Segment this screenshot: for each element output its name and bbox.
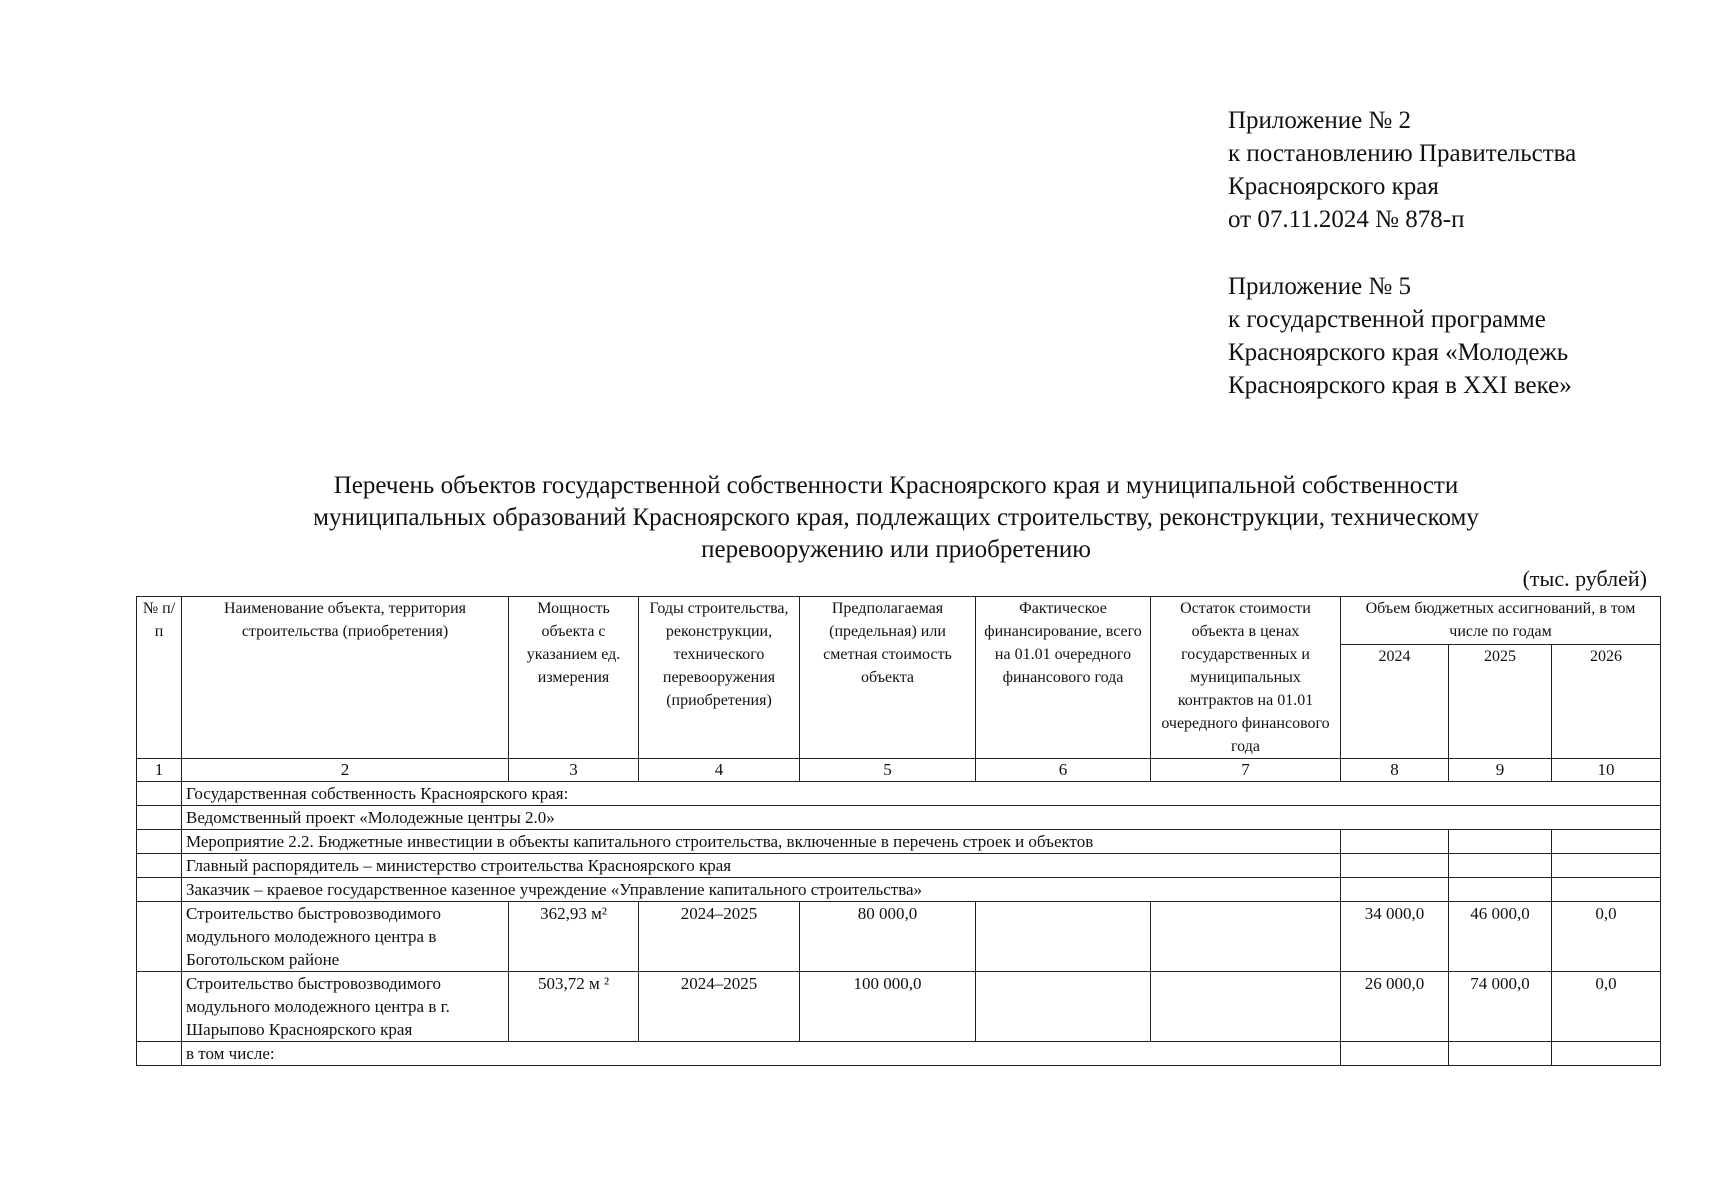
section-state-property: Государственная собственность Красноярского края: xyxy=(182,782,1661,806)
object-remainder xyxy=(1151,902,1341,972)
section-customer: Заказчик – краевое государственное казенное учреждение «Управление капитального строительства» xyxy=(182,878,1341,902)
unit-label: (тыс. рублей) xyxy=(1522,566,1647,591)
including-label: в том числе: xyxy=(182,1042,1341,1066)
object-actual xyxy=(976,972,1151,1042)
section-measure: Мероприятие 2.2. Бюджетные инвестиции в объекты капитального строительства, включенные в перечень строек и объектов xyxy=(182,830,1341,854)
appendix-2-line4: от 07.11.2024 № 878-п xyxy=(1228,206,1465,233)
col-number-7: 7 xyxy=(1151,759,1341,782)
object-name: Строительство быстровозводимого модульного молодежного центра в г. Шарыпово Красноярского края xyxy=(182,972,509,1042)
appendix-2-line2: к постановлению Правительства xyxy=(1228,140,1577,167)
object-years: 2024–2025 xyxy=(639,972,800,1042)
title-line1: Перечень объектов государственной собственности Красноярского края и муниципальной собственности xyxy=(333,472,1459,499)
appendix-2-line1: Приложение № 2 xyxy=(1228,107,1412,134)
header-cost: Предполагаемая (предельная) или сметная стоимость объекта xyxy=(800,597,976,759)
header-actual: Фактическое финансирование, всего на 01.01 очередного финансового года xyxy=(976,597,1151,759)
header-budget-group: Объем бюджетных ассигнований, в том числе по годам xyxy=(1341,597,1661,645)
header-year-2025: 2025 xyxy=(1449,644,1552,758)
appendix-5-line4: Красноярского края в XXI веке» xyxy=(1228,372,1572,399)
table-row xyxy=(137,902,1661,972)
section-row xyxy=(137,878,1661,902)
section-row xyxy=(137,806,1661,830)
table-row xyxy=(137,972,1661,1042)
header-name: Наименование объекта, территория строительства (приобретения) xyxy=(182,597,509,759)
col-number-5: 5 xyxy=(800,759,976,782)
appendix-2-line3: Красноярского края xyxy=(1228,173,1439,200)
header-year-2024: 2024 xyxy=(1341,644,1449,758)
header-years: Годы строительства, реконструкции, технического перевооружения (приобретения) xyxy=(639,597,800,759)
section-row xyxy=(137,782,1661,806)
col-number-6: 6 xyxy=(976,759,1151,782)
title-line2: муниципальных образований Красноярского края, подлежащих строительству, реконструкции, техническому xyxy=(313,504,1479,531)
col-number-10: 10 xyxy=(1552,759,1661,782)
object-cost: 80 000,0 xyxy=(800,902,976,972)
object-2024: 34 000,0 xyxy=(1341,902,1449,972)
object-2025: 74 000,0 xyxy=(1449,972,1552,1042)
object-2025: 46 000,0 xyxy=(1449,902,1552,972)
object-capacity: 503,72 м ² xyxy=(509,972,639,1042)
section-departmental-project: Ведомственный проект «Молодежные центры 2.0» xyxy=(182,806,1661,830)
header-num: № п/п xyxy=(137,597,182,759)
section-row xyxy=(137,830,1661,854)
section-row xyxy=(137,854,1661,878)
object-2026: 0,0 xyxy=(1552,902,1661,972)
appendix-5-line1: Приложение № 5 xyxy=(1228,273,1412,300)
column-numbers-row xyxy=(137,759,1661,782)
object-name: Строительство быстровозводимого модульного молодежного центра в Боготольском районе xyxy=(182,902,509,972)
document-title xyxy=(136,470,1656,566)
col-number-8: 8 xyxy=(1341,759,1449,782)
col-number-3: 3 xyxy=(509,759,639,782)
header-capacity: Мощность объекта с указанием ед. измерения xyxy=(509,597,639,759)
appendix-2-block xyxy=(1228,104,1576,236)
col-number-2: 2 xyxy=(182,759,509,782)
object-years: 2024–2025 xyxy=(639,902,800,972)
object-2026: 0,0 xyxy=(1552,972,1661,1042)
object-remainder xyxy=(1151,972,1341,1042)
appendix-5-line3: Красноярского края «Молодежь xyxy=(1228,339,1569,366)
section-main-manager: Главный распорядитель – министерство строительства Красноярского края xyxy=(182,854,1341,878)
object-actual xyxy=(976,902,1151,972)
object-cost: 100 000,0 xyxy=(800,972,976,1042)
col-number-4: 4 xyxy=(639,759,800,782)
col-number-1: 1 xyxy=(137,759,182,782)
title-line3: перевооружению или приобретению xyxy=(701,536,1091,563)
header-year-2026: 2026 xyxy=(1552,644,1661,758)
col-number-9: 9 xyxy=(1449,759,1552,782)
object-capacity: 362,93 м² xyxy=(509,902,639,972)
section-row xyxy=(137,1042,1661,1066)
header-row-1 xyxy=(137,597,1661,645)
header-remainder: Остаток стоимости объекта в ценах государственных и муниципальных контрактов на 01.01 очередного финансового года xyxy=(1151,597,1341,759)
appendix-5-block xyxy=(1228,270,1572,402)
objects-table xyxy=(136,596,1661,1066)
object-2024: 26 000,0 xyxy=(1341,972,1449,1042)
appendix-5-line2: к государственной программе xyxy=(1228,306,1546,333)
